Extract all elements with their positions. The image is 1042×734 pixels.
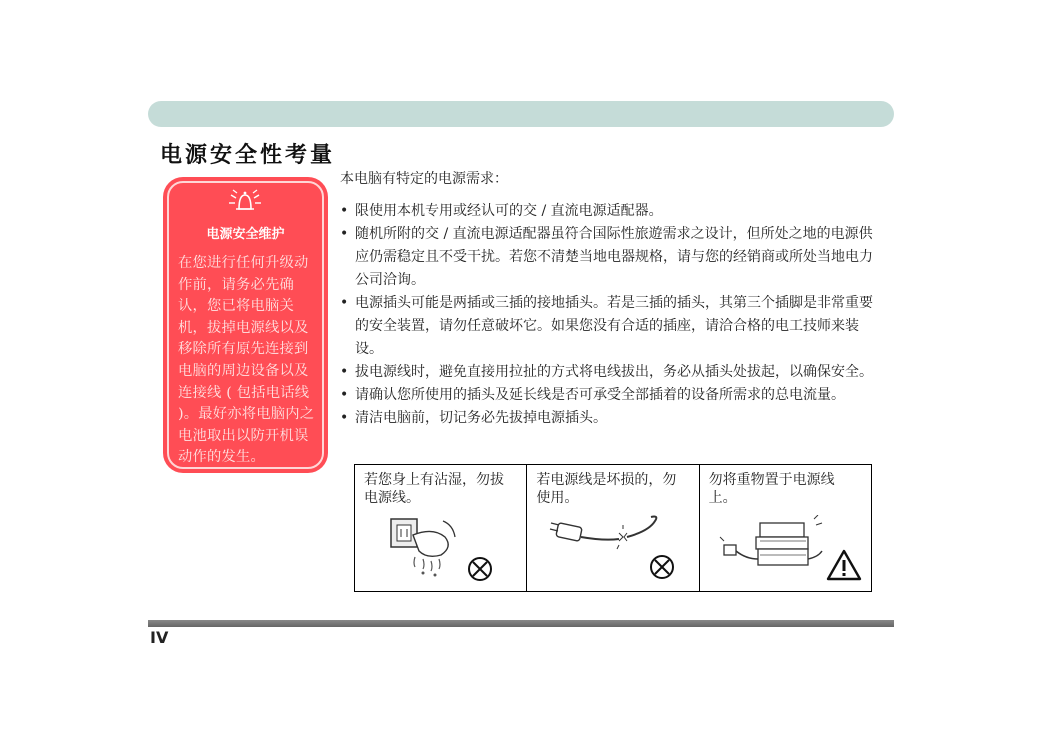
- list-item: • 电源插头可能是两插或三插的接地插头。若是三插的插头，其第三个插脚是非常重要的安全装置，请勿任意破坏它。如果您没有合适的插座，请洽合格的电工技师来装设。: [340, 295, 873, 357]
- table-cell-damaged-cord: 若电源线是坏损的，勿使用。: [526, 465, 698, 591]
- header-band: [148, 101, 894, 127]
- list-item: • 随机所附的交 / 直流电源适配器虽符合国际性旅遊需求之设计，但所处之地的电源供应仍需稳定且不受干扰。若您不清楚当地电器规格，请与您的经销商或所处当地电力公司洽询。: [340, 226, 873, 288]
- table-cell-heavy-objects: 勿将重物置于电源线上。: [699, 465, 871, 591]
- page-number: IV: [150, 628, 169, 647]
- heavy-objects-on-cord-illustration: [718, 515, 828, 573]
- prohibited-circle-x-icon: [649, 554, 675, 580]
- footer-rule: [148, 620, 894, 627]
- warning-triangle-icon: [826, 549, 862, 581]
- list-item: • 限使用本机专用或经认可的交 / 直流电源适配器。: [340, 203, 663, 219]
- list-item: • 拔电源线时，避免直接用拉扯的方式将电线拔出，务必从插头处拔起，以确保安全。: [340, 364, 873, 380]
- list-item: • 请确认您所使用的插头及延长线是否可承受全部插着的设备所需求的总电流量。: [340, 387, 845, 403]
- warning-text: 在您进行任何升级动作前，请务必先确认，您已将电脑关机，拔掉电源线以及移除所有原先连接到电脑的周边设备以及连接线 ( 包括电话线 )。最好亦将电脑内之电池取出以防开机误动作的发生。: [178, 255, 315, 466]
- warning-sidebar: [163, 177, 328, 473]
- warning-heading: 电源安全维护: [206, 227, 285, 242]
- table-cell-wet-hands: 若您身上有沾湿，勿拔电源线。: [355, 465, 526, 591]
- intro-text: 本电脑有特定的电源需求：: [340, 171, 508, 187]
- page-title: 电源安全性考量: [160, 142, 336, 168]
- requirements-list: [340, 198, 885, 430]
- list-item: • 清洁电脑前，切记务必先拔掉电源插头。: [340, 410, 607, 426]
- prohibited-circle-x-icon: [467, 556, 493, 582]
- wet-hands-unplugging-illustration: [383, 507, 468, 582]
- alarm-bell-icon: [227, 187, 263, 215]
- warning-table: [354, 464, 872, 592]
